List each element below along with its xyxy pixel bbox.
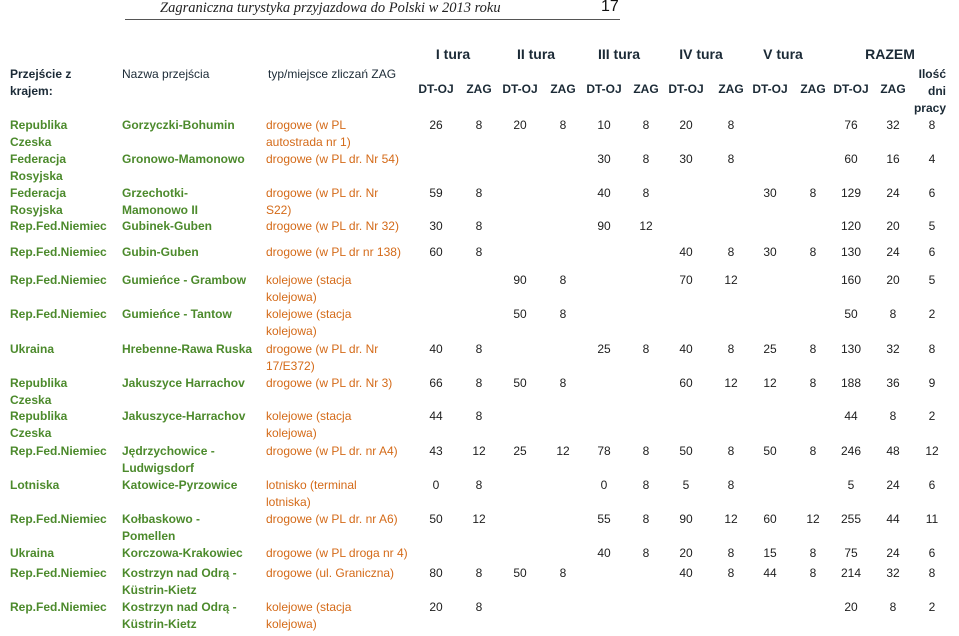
col-header-crossing-from-text: Przejście z krajem: <box>10 67 72 98</box>
cell-value: 5 <box>928 273 936 287</box>
cell-country: Rep.Fed.Niemiec <box>10 444 107 458</box>
cell-country: Rep.Fed.Niemiec <box>10 512 107 526</box>
cell-value: 20 <box>513 118 527 132</box>
cell-value: 8 <box>475 566 483 580</box>
cell-country: Rosyjska <box>10 203 63 217</box>
cell-type: drogowe (w PL dr. nr A4) <box>266 444 398 458</box>
cell-crossing-name: Gubinek-Guben <box>122 219 212 233</box>
cell-value: 8 <box>727 152 735 166</box>
cell-value: 55 <box>597 512 611 526</box>
cell-value: 59 <box>429 186 443 200</box>
cell-value: 8 <box>475 376 483 390</box>
sub-header: DT-OJ <box>586 82 622 96</box>
cell-value: 25 <box>763 342 777 356</box>
cell-type: autostrada nr 1) <box>266 135 351 149</box>
cell-value: 80 <box>429 566 443 580</box>
cell-crossing-name: Jakuszyce Harrachov <box>122 376 245 390</box>
cell-value: 8 <box>475 478 483 492</box>
cell-country: Republika <box>10 118 68 132</box>
cell-type: S22) <box>266 203 292 217</box>
cell-type: drogowe (w PL dr nr 138) <box>266 245 401 259</box>
cell-value: 8 <box>642 512 650 526</box>
cell-type: kolejowe (stacja <box>266 307 352 321</box>
cell-value: 44 <box>429 409 443 423</box>
cell-value: 36 <box>886 376 900 390</box>
cell-type: drogowe (w PL droga nr 4) <box>266 546 408 560</box>
sub-header: DT-OJ <box>418 82 454 96</box>
header-rule <box>125 19 620 20</box>
cell-value: 44 <box>844 409 858 423</box>
cell-crossing-name: Hrebenne-Rawa Ruska <box>122 342 253 356</box>
cell-country: Republika <box>10 409 68 423</box>
cell-crossing-name: Korczowa-Krakowiec <box>122 546 243 560</box>
cell-type: kolejowa) <box>266 290 317 304</box>
cell-value: 8 <box>889 307 897 321</box>
document-title: Zagraniczna turystyka przyjazdowa do Polski w 2013 roku <box>160 0 501 16</box>
cell-value: 8 <box>727 444 735 458</box>
cell-country: Ukraina <box>10 342 55 356</box>
cell-value: 8 <box>559 118 567 132</box>
cell-value: 8 <box>727 478 735 492</box>
cell-value: 24 <box>886 478 900 492</box>
cell-crossing-name: Jakuszyce-Harrachov <box>122 409 246 423</box>
cell-value: 24 <box>886 245 900 259</box>
round-header: I tura <box>435 46 471 62</box>
cell-country: Czeska <box>10 426 52 440</box>
cell-type: kolejowa) <box>266 324 317 338</box>
cell-value: 48 <box>886 444 900 458</box>
sub-header: ZAG <box>466 82 492 96</box>
cell-country: Rep.Fed.Niemiec <box>10 307 107 321</box>
cell-value: 6 <box>928 546 936 560</box>
cell-value: 8 <box>809 245 817 259</box>
cell-value: 8 <box>642 546 650 560</box>
sub-header: ZAG <box>800 82 826 96</box>
col-header-crossing-from <box>10 66 80 100</box>
cell-value: 8 <box>727 118 735 132</box>
cell-value: 8 <box>928 118 936 132</box>
sub-header: DT-OJ <box>752 82 788 96</box>
sub-header: DT-OJ <box>502 82 538 96</box>
cell-value: 44 <box>886 512 900 526</box>
cell-country: Rep.Fed.Niemiec <box>10 600 107 614</box>
cell-value: 90 <box>513 273 527 287</box>
cell-value: 8 <box>642 186 650 200</box>
cell-value: 8 <box>727 245 735 259</box>
cell-value: 2 <box>928 600 936 614</box>
cell-value: 25 <box>597 342 611 356</box>
cell-value: 8 <box>889 600 897 614</box>
cell-value: 50 <box>429 512 443 526</box>
cell-value: 43 <box>429 444 443 458</box>
cell-value: 60 <box>429 245 443 259</box>
sub-header: ZAG <box>550 82 576 96</box>
cell-value: 8 <box>642 342 650 356</box>
cell-value: 16 <box>886 152 900 166</box>
cell-value: 12 <box>724 512 738 526</box>
cell-crossing-name: Ludwigsdorf <box>122 461 194 475</box>
cell-value: 15 <box>763 546 777 560</box>
cell-value: 8 <box>809 566 817 580</box>
cell-value: 6 <box>928 245 936 259</box>
cell-value: 40 <box>679 566 693 580</box>
cell-value: 12 <box>724 376 738 390</box>
cell-value: 12 <box>556 444 570 458</box>
cell-value: 66 <box>429 376 443 390</box>
sub-header: ZAG <box>880 82 906 96</box>
cell-country: Federacja <box>10 186 67 200</box>
cell-value: 20 <box>679 118 693 132</box>
cell-value: 8 <box>475 186 483 200</box>
col-header-crossing-name: Nazwa przejścia <box>122 67 210 81</box>
cell-value: 6 <box>928 186 936 200</box>
cell-value: 8 <box>928 566 936 580</box>
cell-value: 12 <box>472 444 486 458</box>
cell-value: 40 <box>597 186 611 200</box>
round-header: RAZEM <box>865 46 915 62</box>
cell-value: 8 <box>559 273 567 287</box>
cell-type: kolejowa) <box>266 617 317 631</box>
cell-crossing-name: Gubin-Guben <box>122 245 199 259</box>
cell-value: 8 <box>727 566 735 580</box>
cell-value: 50 <box>763 444 777 458</box>
cell-value: 32 <box>886 566 900 580</box>
cell-crossing-name: Mamonowo II <box>122 203 198 217</box>
sub-header: ZAG <box>718 82 744 96</box>
cell-country: Czeska <box>10 393 52 407</box>
cell-value: 32 <box>886 342 900 356</box>
cell-value: 25 <box>513 444 527 458</box>
cell-country: Lotniska <box>10 478 60 492</box>
cell-value: 8 <box>809 376 817 390</box>
cell-type: drogowe (w PL dr. nr A6) <box>266 512 398 526</box>
cell-value: 26 <box>429 118 443 132</box>
cell-value: 30 <box>679 152 693 166</box>
cell-value: 70 <box>679 273 693 287</box>
cell-value: 2 <box>928 307 936 321</box>
cell-value: 8 <box>475 245 483 259</box>
round-header: II tura <box>516 46 556 62</box>
cell-country: Republika <box>10 376 68 390</box>
sub-header: DT-OJ <box>833 82 869 96</box>
cell-value: 60 <box>763 512 777 526</box>
cell-value: 50 <box>844 307 858 321</box>
cell-crossing-name: Gumieńce - Grambow <box>122 273 247 287</box>
cell-value: 246 <box>840 444 862 458</box>
cell-value: 12 <box>806 512 820 526</box>
cell-value: 9 <box>928 376 936 390</box>
cell-crossing-name: Küstrin-Kietz <box>122 617 197 631</box>
cell-value: 0 <box>432 478 440 492</box>
cell-crossing-name: Grzechotki- <box>122 186 189 200</box>
cell-value: 11 <box>925 512 939 526</box>
cell-value: 40 <box>429 342 443 356</box>
cell-value: 8 <box>809 546 817 560</box>
cell-crossing-name: Küstrin-Kietz <box>122 583 197 597</box>
cell-value: 50 <box>513 376 527 390</box>
cell-country: Rep.Fed.Niemiec <box>10 245 107 259</box>
cell-value: 255 <box>840 512 862 526</box>
cell-crossing-name: Kostrzyn nad Odrą - <box>122 566 237 580</box>
cell-type: kolejowe (stacja <box>266 409 352 423</box>
sub-header: ZAG <box>633 82 659 96</box>
cell-value: 30 <box>763 245 777 259</box>
round-header: IV tura <box>679 46 723 62</box>
cell-type: kolejowa) <box>266 426 317 440</box>
cell-value: 2 <box>928 409 936 423</box>
cell-value: 6 <box>928 478 936 492</box>
cell-value: 20 <box>886 273 900 287</box>
cell-value: 8 <box>475 342 483 356</box>
cell-value: 8 <box>809 342 817 356</box>
cell-type: drogowe (w PL dr. Nr <box>266 186 379 200</box>
cell-type: drogowe (w PL dr. Nr 32) <box>266 219 399 233</box>
cell-value: 90 <box>679 512 693 526</box>
cell-value: 5 <box>928 219 936 233</box>
cell-value: 8 <box>809 186 817 200</box>
cell-crossing-name: Gumieńce - Tantow <box>122 307 232 321</box>
cell-country: Rep.Fed.Niemiec <box>10 566 107 580</box>
cell-value: 120 <box>840 219 862 233</box>
cell-value: 75 <box>844 546 858 560</box>
round-header: V tura <box>763 46 803 62</box>
cell-crossing-name: Katowice-Pyrzowice <box>122 478 238 492</box>
cell-value: 8 <box>727 546 735 560</box>
cell-value: 8 <box>642 444 650 458</box>
cell-value: 78 <box>597 444 611 458</box>
cell-type: drogowe (w PL dr. Nr <box>266 342 379 356</box>
cell-value: 20 <box>429 600 443 614</box>
cell-value: 8 <box>809 444 817 458</box>
col-header-type: typ/miejsce zliczań ZAG <box>268 67 397 81</box>
cell-value: 8 <box>559 566 567 580</box>
cell-value: 129 <box>840 186 862 200</box>
cell-value: 4 <box>928 152 936 166</box>
cell-value: 12 <box>724 273 738 287</box>
cell-value: 30 <box>597 152 611 166</box>
cell-value: 160 <box>840 273 862 287</box>
cell-value: 20 <box>886 219 900 233</box>
page-number: 17 <box>601 0 619 15</box>
cell-type: drogowe (ul. Graniczna) <box>266 566 395 580</box>
cell-value: 60 <box>679 376 693 390</box>
cell-crossing-name: Gorzyczki-Bohumin <box>122 118 235 132</box>
cell-value: 50 <box>513 566 527 580</box>
cell-type: kolejowe (stacja <box>266 273 352 287</box>
round-header: III tura <box>597 46 641 62</box>
cell-value: 130 <box>840 245 862 259</box>
cell-value: 30 <box>429 219 443 233</box>
cell-type: drogowe (w PL <box>266 118 347 132</box>
cell-country: Czeska <box>10 135 52 149</box>
cell-value: 32 <box>886 118 900 132</box>
cell-type: 17/E372) <box>266 359 315 373</box>
cell-type: lotnisko (terminal <box>266 478 357 492</box>
cell-value: 50 <box>513 307 527 321</box>
cell-value: 8 <box>475 219 483 233</box>
cell-value: 40 <box>679 245 693 259</box>
cell-value: 12 <box>763 376 777 390</box>
cell-value: 12 <box>472 512 486 526</box>
cell-value: 8 <box>559 376 567 390</box>
cell-value: 44 <box>763 566 777 580</box>
cell-value: 8 <box>727 342 735 356</box>
cell-value: 8 <box>475 118 483 132</box>
cell-value: 12 <box>639 219 653 233</box>
cell-crossing-name: Kostrzyn nad Odrą - <box>122 600 237 614</box>
sub-header: DT-OJ <box>668 82 704 96</box>
cell-crossing-name: Pomellen <box>122 529 176 543</box>
cell-type: drogowe (w PL dr. Nr 54) <box>266 152 399 166</box>
cell-crossing-name: Gronowo-Mamonowo <box>122 152 245 166</box>
cell-value: 60 <box>844 152 858 166</box>
cell-crossing-name: Kołbaskowo - <box>122 512 201 526</box>
cell-value: 50 <box>679 444 693 458</box>
cell-country: Rep.Fed.Niemiec <box>10 273 107 287</box>
cell-value: 40 <box>679 342 693 356</box>
cell-value: 8 <box>889 409 897 423</box>
cell-value: 8 <box>475 600 483 614</box>
cell-country: Ukraina <box>10 546 55 560</box>
cell-value: 40 <box>597 546 611 560</box>
cell-type: kolejowe (stacja <box>266 600 352 614</box>
cell-value: 30 <box>763 186 777 200</box>
cell-type: lotniska) <box>266 495 311 509</box>
cell-value: 0 <box>600 478 608 492</box>
cell-country: Rep.Fed.Niemiec <box>10 219 107 233</box>
cell-type: drogowe (w PL dr. Nr 3) <box>266 376 393 390</box>
cell-value: 8 <box>475 409 483 423</box>
cell-value: 24 <box>886 546 900 560</box>
cell-crossing-name: Jędrzychowice - <box>122 444 215 458</box>
cell-value: 5 <box>847 478 855 492</box>
cell-value: 20 <box>679 546 693 560</box>
cell-value: 130 <box>840 342 862 356</box>
cell-value: 188 <box>840 376 862 390</box>
cell-country: Federacja <box>10 152 67 166</box>
cell-value: 214 <box>840 566 862 580</box>
cell-value: 76 <box>844 118 858 132</box>
cell-value: 8 <box>559 307 567 321</box>
cell-value: 90 <box>597 219 611 233</box>
cell-value: 10 <box>597 118 611 132</box>
cell-value: 8 <box>642 478 650 492</box>
cell-value: 12 <box>925 444 939 458</box>
cell-value: 8 <box>928 342 936 356</box>
col-header-days: Ilość dni pracy <box>913 67 946 115</box>
cell-value: 20 <box>844 600 858 614</box>
cell-value: 8 <box>642 118 650 132</box>
cell-value: 24 <box>886 186 900 200</box>
cell-value: 8 <box>642 152 650 166</box>
cell-value: 5 <box>682 478 690 492</box>
cell-country: Rosyjska <box>10 169 63 183</box>
